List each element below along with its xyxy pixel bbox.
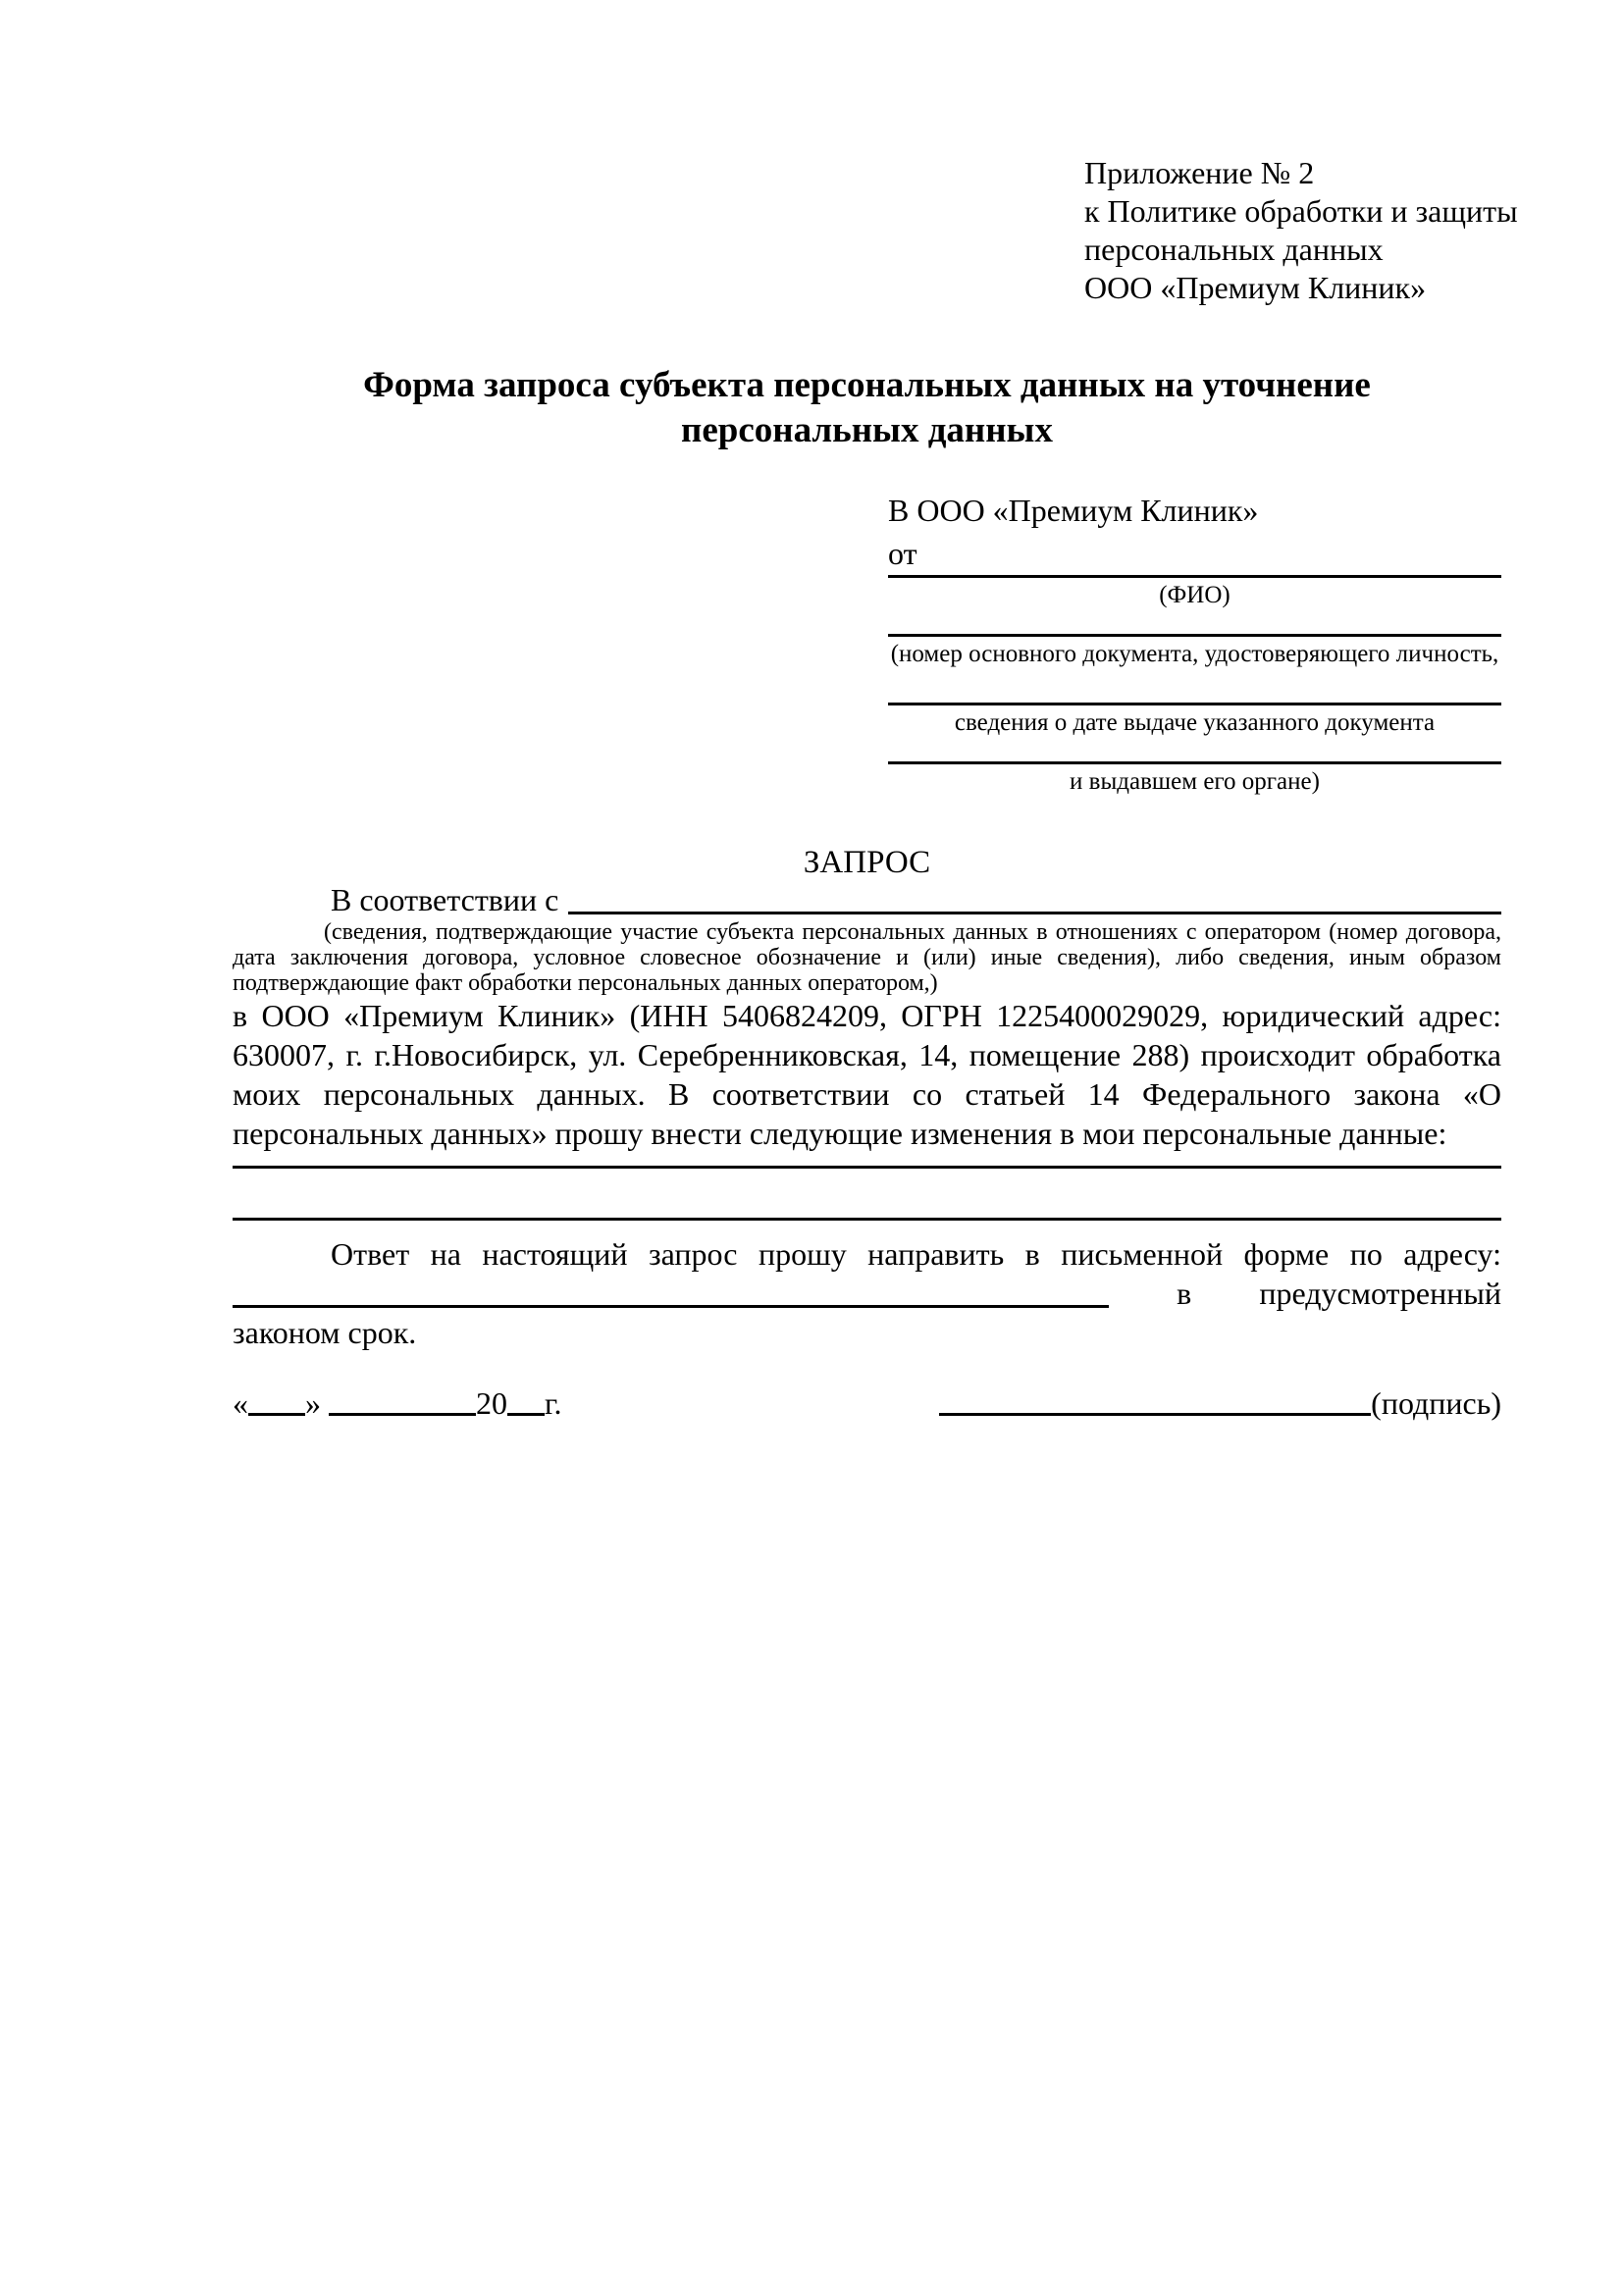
appendix-header-line: к Политике обработки и защиты [1084, 193, 1518, 229]
changes-blank-line-1 [233, 1153, 1501, 1169]
intro-label: В соответствии с [331, 882, 559, 917]
document-title: Форма запроса субъекта персональных данных на уточнение персональных данных [363, 365, 1371, 450]
reply-line-3: законом срок. [233, 1315, 417, 1350]
date-close-quote: » [305, 1385, 321, 1421]
body-paragraph: в ООО «Премиум Клиник» (ИНН 5406824209, ОГРН 1225400029029, юридический адрес: 630007, г. г.Новосибирск, ул. Серебренниковская, 14, помещение 288) происходит обработка моих персональных данных. В соответствии со статьей 14 Федерального закона «О персональных данных» прошу внести следующие изменения в мои персональные данные: [233, 998, 1501, 1151]
document-issue-date-blank-line [888, 668, 1501, 705]
document-number-blank-line [888, 609, 1501, 637]
appendix-header-line: ООО «Премиум Клиник» [1084, 270, 1427, 305]
recipient-block [888, 489, 1501, 796]
appendix-header [1084, 154, 1518, 307]
changes-blank-line-2 [233, 1169, 1501, 1221]
document-number-caption: (номер основного документа, удостоверяющего личность, [890, 641, 1499, 667]
signature-blank-line [939, 1413, 1371, 1416]
document-issuer-caption: и выдавшем его органе) [1070, 768, 1320, 795]
signature-group [939, 1383, 1501, 1423]
date-month-blank [329, 1413, 476, 1416]
recipient-to: В ООО «Премиум Клиник» [888, 493, 1259, 528]
intro-line [233, 880, 1501, 919]
fio-blank-line [888, 575, 1501, 578]
signature-caption: (подпись) [1371, 1385, 1501, 1421]
reply-line-2 [233, 1274, 1501, 1313]
date-signature-row [233, 1383, 1501, 1423]
reply-line-1: Ответ на настоящий запрос прошу направить в письменной форме по адресу: [331, 1236, 1501, 1272]
date-year-suffix: г. [545, 1385, 562, 1421]
request-heading: ЗАПРОС [803, 845, 931, 880]
address-blank-line [233, 1305, 1109, 1308]
appendix-header-line: Приложение № 2 [1084, 155, 1315, 190]
date-year-blank [507, 1413, 545, 1416]
document-issue-date-caption: сведения о дате выдаче указанного документа [954, 709, 1436, 736]
reply-word-v: в [1177, 1276, 1192, 1311]
date-year-prefix: 20 [476, 1385, 507, 1421]
fio-caption: (ФИО) [1159, 582, 1230, 608]
date-open-quote: « [233, 1385, 248, 1421]
reply-word-tail: предусмотренный [1259, 1276, 1501, 1311]
recipient-from-label: от [888, 536, 917, 571]
reply-paragraph [233, 1234, 1501, 1352]
fine-print: (сведения, подтверждающие участие субъекта персональных данных в отношениях с оператором (номер договора, дата заключения договора, условное словесное обозначение и (или) иные сведения), либо сведения, иным образом подтверждающие факт обработки персональных данных оператором,) [233, 919, 1501, 996]
date-group [233, 1383, 562, 1423]
date-day-blank [248, 1413, 305, 1416]
basis-blank-line [568, 912, 1501, 914]
appendix-header-line: персональных данных [1084, 232, 1384, 267]
document-issuer-blank-line [888, 737, 1501, 764]
